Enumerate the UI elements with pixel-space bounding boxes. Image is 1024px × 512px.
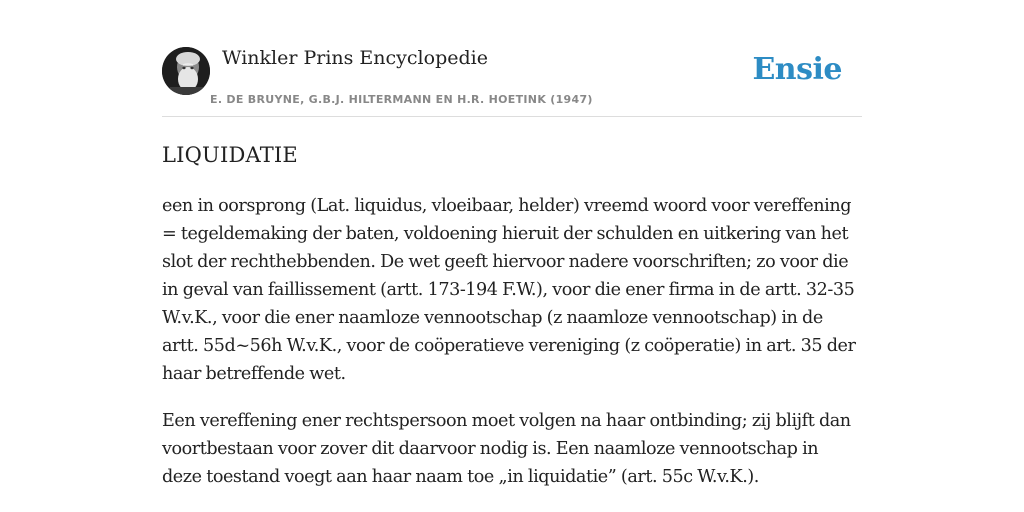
source-header xyxy=(162,0,862,117)
article-title: LIQUIDATIE xyxy=(162,143,298,167)
author-portrait xyxy=(162,47,210,95)
article xyxy=(162,138,862,491)
portrait-photo-icon xyxy=(162,47,210,95)
article-paragraph-2: Een vereffening ener rechtspersoon moet volgen na haar ontbinding; zij blijft dan voortbestaan voor zover dit daarvoor nodig is. Een naamloze vennootschap in deze toestand voegt aan haar naam toe „in liquidatie” (art. 55c W.v.K.). xyxy=(162,411,851,487)
source-authors: E. DE BRUYNE, G.B.J. HILTERMANN EN H.R. HOETINK (1947) xyxy=(210,93,593,106)
brand-logo-link[interactable]: Ensie xyxy=(752,52,842,87)
article-paragraph-1: een in oorsprong (Lat. liquidus, vloeibaar, helder) vreemd woord voor vereffening = tegeldemaking der baten, voldoening hieruit der schulden en uitkering van het slot der rechthebbenden. De wet geeft hiervoor nadere voorschriften; zo voor die in geval van faillissement (artt. 173-194 F.W.), voor die ener firma in de artt. 32-35 W.v.K., voor die ener naamloze vennootschap (z naamloze vennootschap) in de artt. 55d~56h W.v.K., voor de coöperatieve vereniging (z coöperatie) in art. 35 der haar betreffende wet. xyxy=(162,196,856,384)
source-title[interactable]: Winkler Prins Encyclopedie xyxy=(222,47,488,69)
